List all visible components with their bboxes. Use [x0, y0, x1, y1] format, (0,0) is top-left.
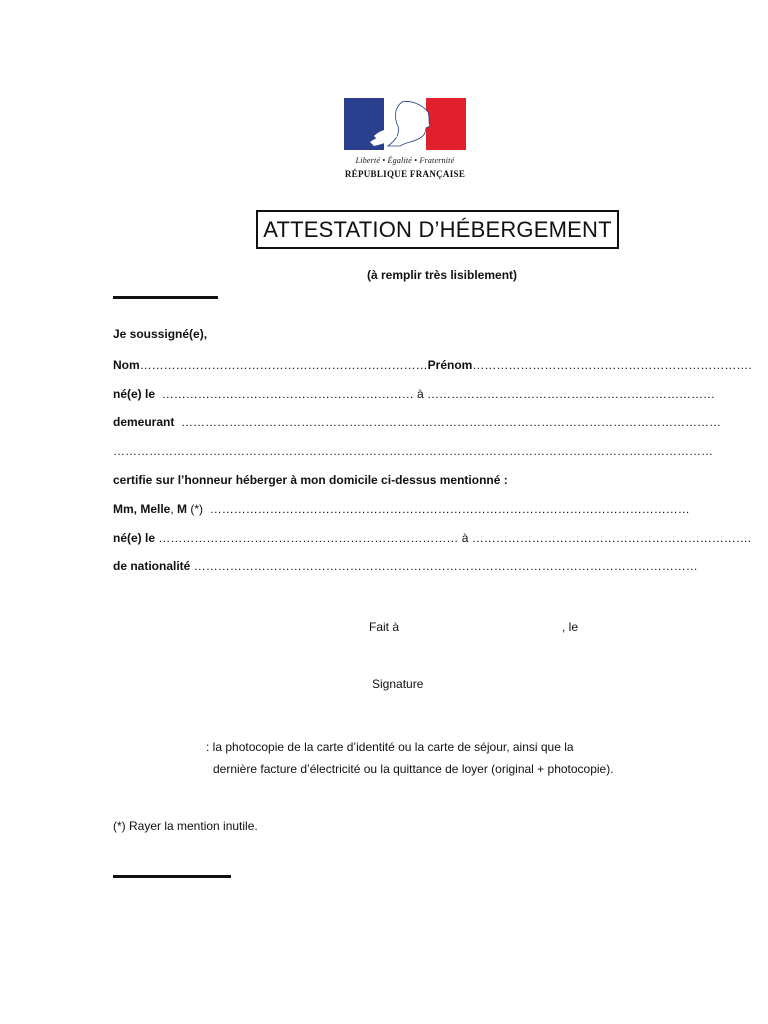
birth-line[interactable]	[113, 387, 716, 401]
nee2-label: né(e) le	[113, 531, 156, 545]
certifie-line: certifie sur l’honneur héberger à mon domicile ci-dessus mentionné :	[113, 473, 508, 487]
footnote: (*) Rayer la mention inutile.	[113, 819, 258, 833]
demeurant-field[interactable]: ………………………………………………………………………………………………………………………	[181, 415, 722, 429]
documents-note-line1: : la photocopie de la carte d’identité ou la carte de séjour, ainsi que la	[206, 740, 574, 754]
nom-label: Nom	[113, 358, 140, 372]
top-divider	[113, 296, 218, 299]
document-subtitle: (à remplir très lisiblement)	[366, 268, 518, 282]
mm-star: (*)	[187, 502, 204, 516]
documents-note-line2: dernière facture d’électricité ou la quittance de loyer (original + photocopie).	[213, 762, 614, 776]
bottom-divider	[113, 875, 231, 878]
intro-line: Je soussigné(e),	[113, 327, 208, 341]
document-title	[256, 210, 619, 249]
guest-birth-line[interactable]	[113, 531, 752, 545]
nom-prenom-line[interactable]	[113, 358, 752, 372]
nationalite-label: de nationalité	[113, 559, 191, 573]
guest-name-field[interactable]: …………………………………………………………………………………………………………	[209, 502, 690, 516]
fait-a-label: Fait à	[369, 620, 400, 634]
guest-birth-field[interactable]: ………………………………………………………………… à …………………………………………………………….	[158, 531, 752, 545]
nee-field[interactable]: ……………………………………………………… à ………………………………………………………………	[161, 387, 716, 401]
demeurant-line[interactable]	[113, 415, 722, 429]
nee-label: né(e) le	[113, 387, 156, 401]
signature-label: Signature	[372, 677, 424, 691]
marianne-flag-icon	[344, 98, 466, 150]
republic-motto: Liberté • Égalité • Fraternité	[355, 156, 455, 165]
mm-separator: ,	[170, 502, 174, 516]
nationality-line[interactable]	[113, 559, 698, 573]
date-label: , le	[562, 620, 579, 634]
prenom-field[interactable]: …………………………………………………………….	[472, 358, 752, 372]
prenom-label: Prénom	[427, 358, 473, 372]
republic-name: RÉPUBLIQUE FRANÇAISE	[344, 169, 466, 179]
mm-melle-label: Mm, Melle	[113, 502, 171, 516]
guest-name-line[interactable]	[113, 502, 690, 516]
address-continuation-line[interactable]: ……………………………………………………………………………………………………………………………………	[113, 444, 713, 458]
demeurant-label: demeurant	[113, 415, 175, 429]
m-label: M	[173, 502, 188, 516]
document-title-text: ATTESTATION D’HÉBERGEMENT	[263, 216, 612, 242]
nationality-field[interactable]: ………………………………………………………………………………………………………………	[193, 559, 698, 573]
nom-field[interactable]: ………………………………………………………………	[139, 358, 428, 372]
